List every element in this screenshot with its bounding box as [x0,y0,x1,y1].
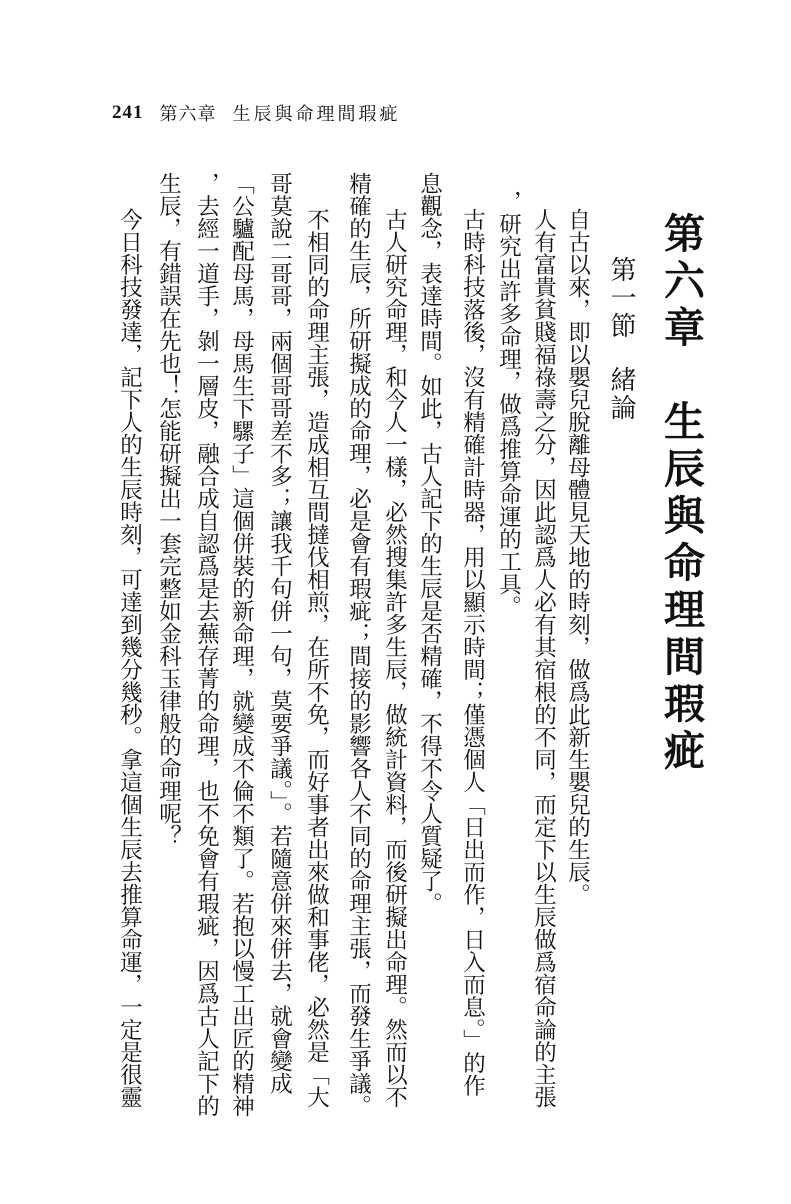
section-title: 緒論 [606,366,636,422]
running-head-title: 生辰與命理間瑕疵 [232,104,401,125]
body-column: ，去經一道手，剝一層皮，融合成自認爲是去蕪存菁的命理，也不免會有瑕疵，因爲古人記下的 [193,172,220,1117]
body-column: 不相同的命理主張，造成相互間撻伐相煎，在所不免，而好事者出來做和事佬，必然是「大 [303,208,330,1108]
running-head [112,98,401,128]
page-number: 241 [112,102,144,123]
body-column: 古時科技落後，沒有精確計時器，用以顯示時間；僅憑個人「日出而作，日入而息。」的作 [459,208,486,1097]
body-column: 息觀念，表達時間。如此，古人記下的生辰是否精確，不得不令人質疑了。 [416,172,443,915]
body-column: 人有富貴貧賤福祿壽之分，因此認爲人必有其宿根的不同，而定下以生辰做爲宿命論的主張 [530,208,557,1108]
body-column: 今日科技發達，記下人的生辰時刻，可達到幾分幾秒。拿這個生辰去推算命運，一定是很靈 [116,208,143,1108]
section-heading [608,256,634,422]
body-column: 精確的生辰，所研擬成的命理，必是會有瑕疵；間接的影響各人不同的命理主張，而發生爭議。 [345,172,372,1117]
chapter-title: 第六章 生辰與命理間瑕疵 [657,212,705,776]
body-column: 古人研究命理，和今人一樣，必然搜集許多生辰，做統計資料，而後研擬出命理。然而以不 [381,208,408,1108]
body-column: 哥莫說二哥哥，兩個哥哥差不多；讓我千句併一句，莫要爭議。」。若隨意併來併去，就會變成 [266,172,293,1095]
body-column: 「公驢配母馬，母馬生下騾子」這個併裝的新命理，就變成不倫不類了。若抱以慢工出匠的精神 [228,172,255,1117]
running-head-chapter: 第六章 [159,104,217,125]
section-number: 第一節 [606,256,636,340]
body-column: 生辰，有錯誤在先也！怎能研擬出一套完整如金科玉律般的命理呢？ [155,172,182,847]
body-column: 自古以來，即以嬰兒脫離母體見天地的時刻，做爲此新生嬰兒的生辰。 [564,208,591,906]
body-column: ，研究出許多命理，做爲推算命運的工具。 [495,190,522,618]
